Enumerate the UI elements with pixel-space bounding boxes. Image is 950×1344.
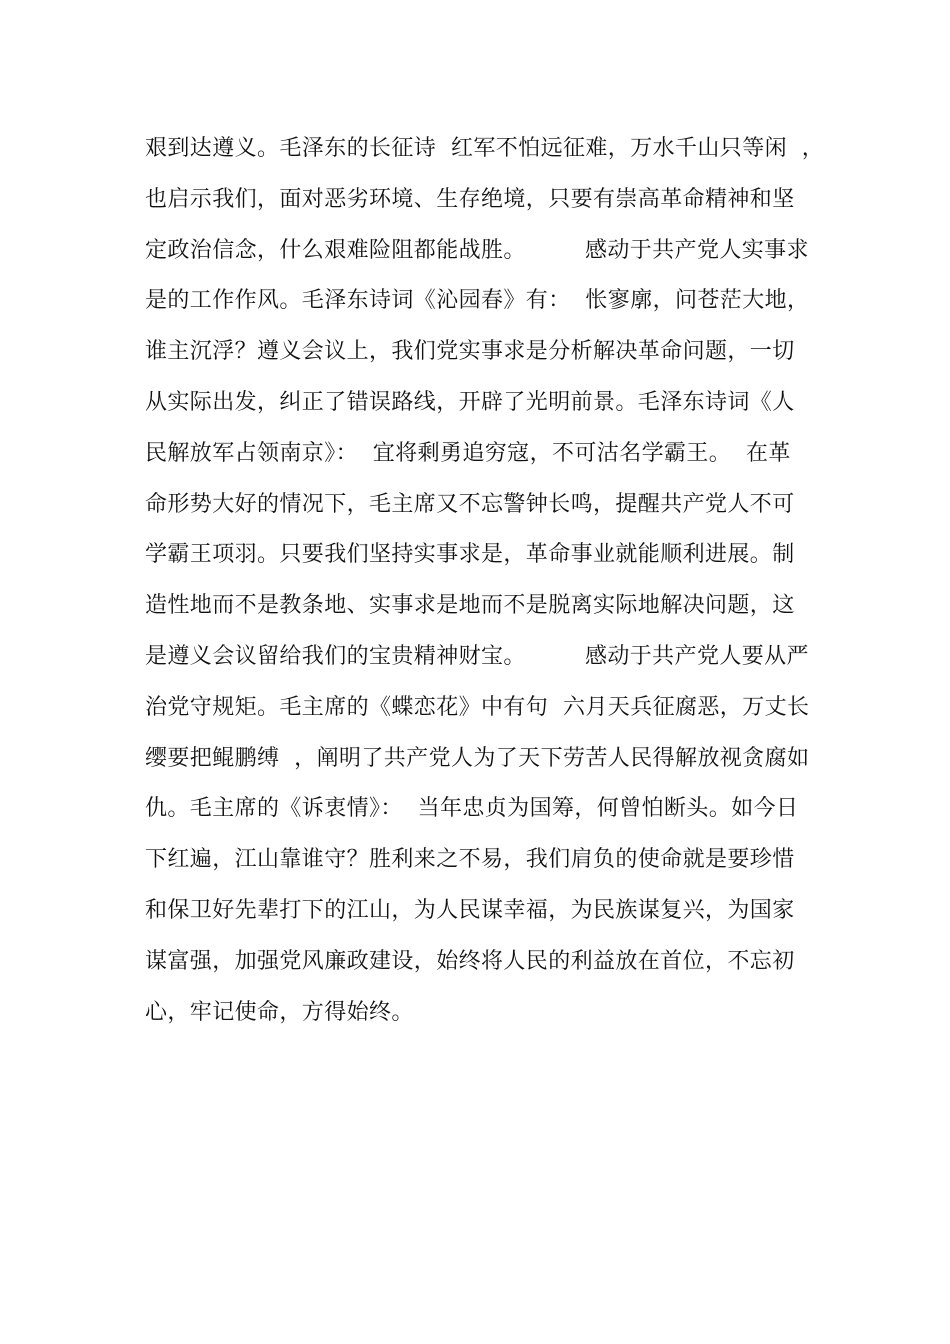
- text-line: 是遵义会议留给我们的宝贵精神财宝。 感动于共产党人要从严: [145, 643, 809, 669]
- text-line: 治党守规矩。毛主席的《蝶恋花》中有句 六月天兵征腐恶，万丈长: [145, 694, 810, 720]
- text-line: 命形势大好的情况下，毛主席又不忘警钟长鸣，提醒共产党人不可: [145, 491, 795, 517]
- text-line: 和保卫好先辈打下的江山，为人民谋幸福，为民族谋复兴，为国家: [145, 897, 795, 923]
- text-line: 仇。毛主席的《诉衷情》： 当年忠贞为国筹，何曾怕断头。如今日: [145, 796, 799, 822]
- text-line: 是的工作作风。毛泽东诗词《沁园春》有： 怅寥廓，问苍茫大地，: [145, 288, 810, 314]
- text-line: 下红遍，江山靠谁守？胜利来之不易，我们肩负的使命就是要珍惜: [145, 847, 795, 873]
- text-line: 定政治信念，什么艰难险阻都能战胜。 感动于共产党人实事求: [145, 237, 809, 263]
- text-line: 学霸王项羽。只要我们坚持实事求是，革命事业就能顺利进展。制: [145, 542, 795, 568]
- text-line: 缨要把鲲鹏缚 ，阐明了共产党人为了天下劳苦人民得解放视贪腐如: [145, 745, 810, 771]
- text-line: 造性地而不是教条地、实事求是地而不是脱离实际地解决问题，这: [145, 593, 795, 619]
- text-line: 谁主沉浮？遵义会议上，我们党实事求是分析解决革命问题，一切: [145, 339, 795, 365]
- text-line: 民解放军占领南京》： 宜将剩勇追穷寇，不可沽名学霸王。 在革: [145, 440, 791, 466]
- text-line: 谋富强，加强党风廉政建设，始终将人民的利益放在首位，不忘初: [145, 948, 795, 974]
- body-text: [145, 134, 825, 1048]
- text-line: 从实际出发，纠正了错误路线，开辟了光明前景。毛泽东诗词《人: [145, 389, 795, 415]
- text-line: 也启示我们，面对恶劣环境、生存绝境，只要有崇高革命精神和坚: [145, 186, 795, 212]
- text-line: 心，牢记使命，方得始终。: [145, 999, 414, 1025]
- text-line: 艰到达遵义。毛泽东的长征诗 红军不怕远征难，万水千山只等闲 ，: [145, 136, 825, 161]
